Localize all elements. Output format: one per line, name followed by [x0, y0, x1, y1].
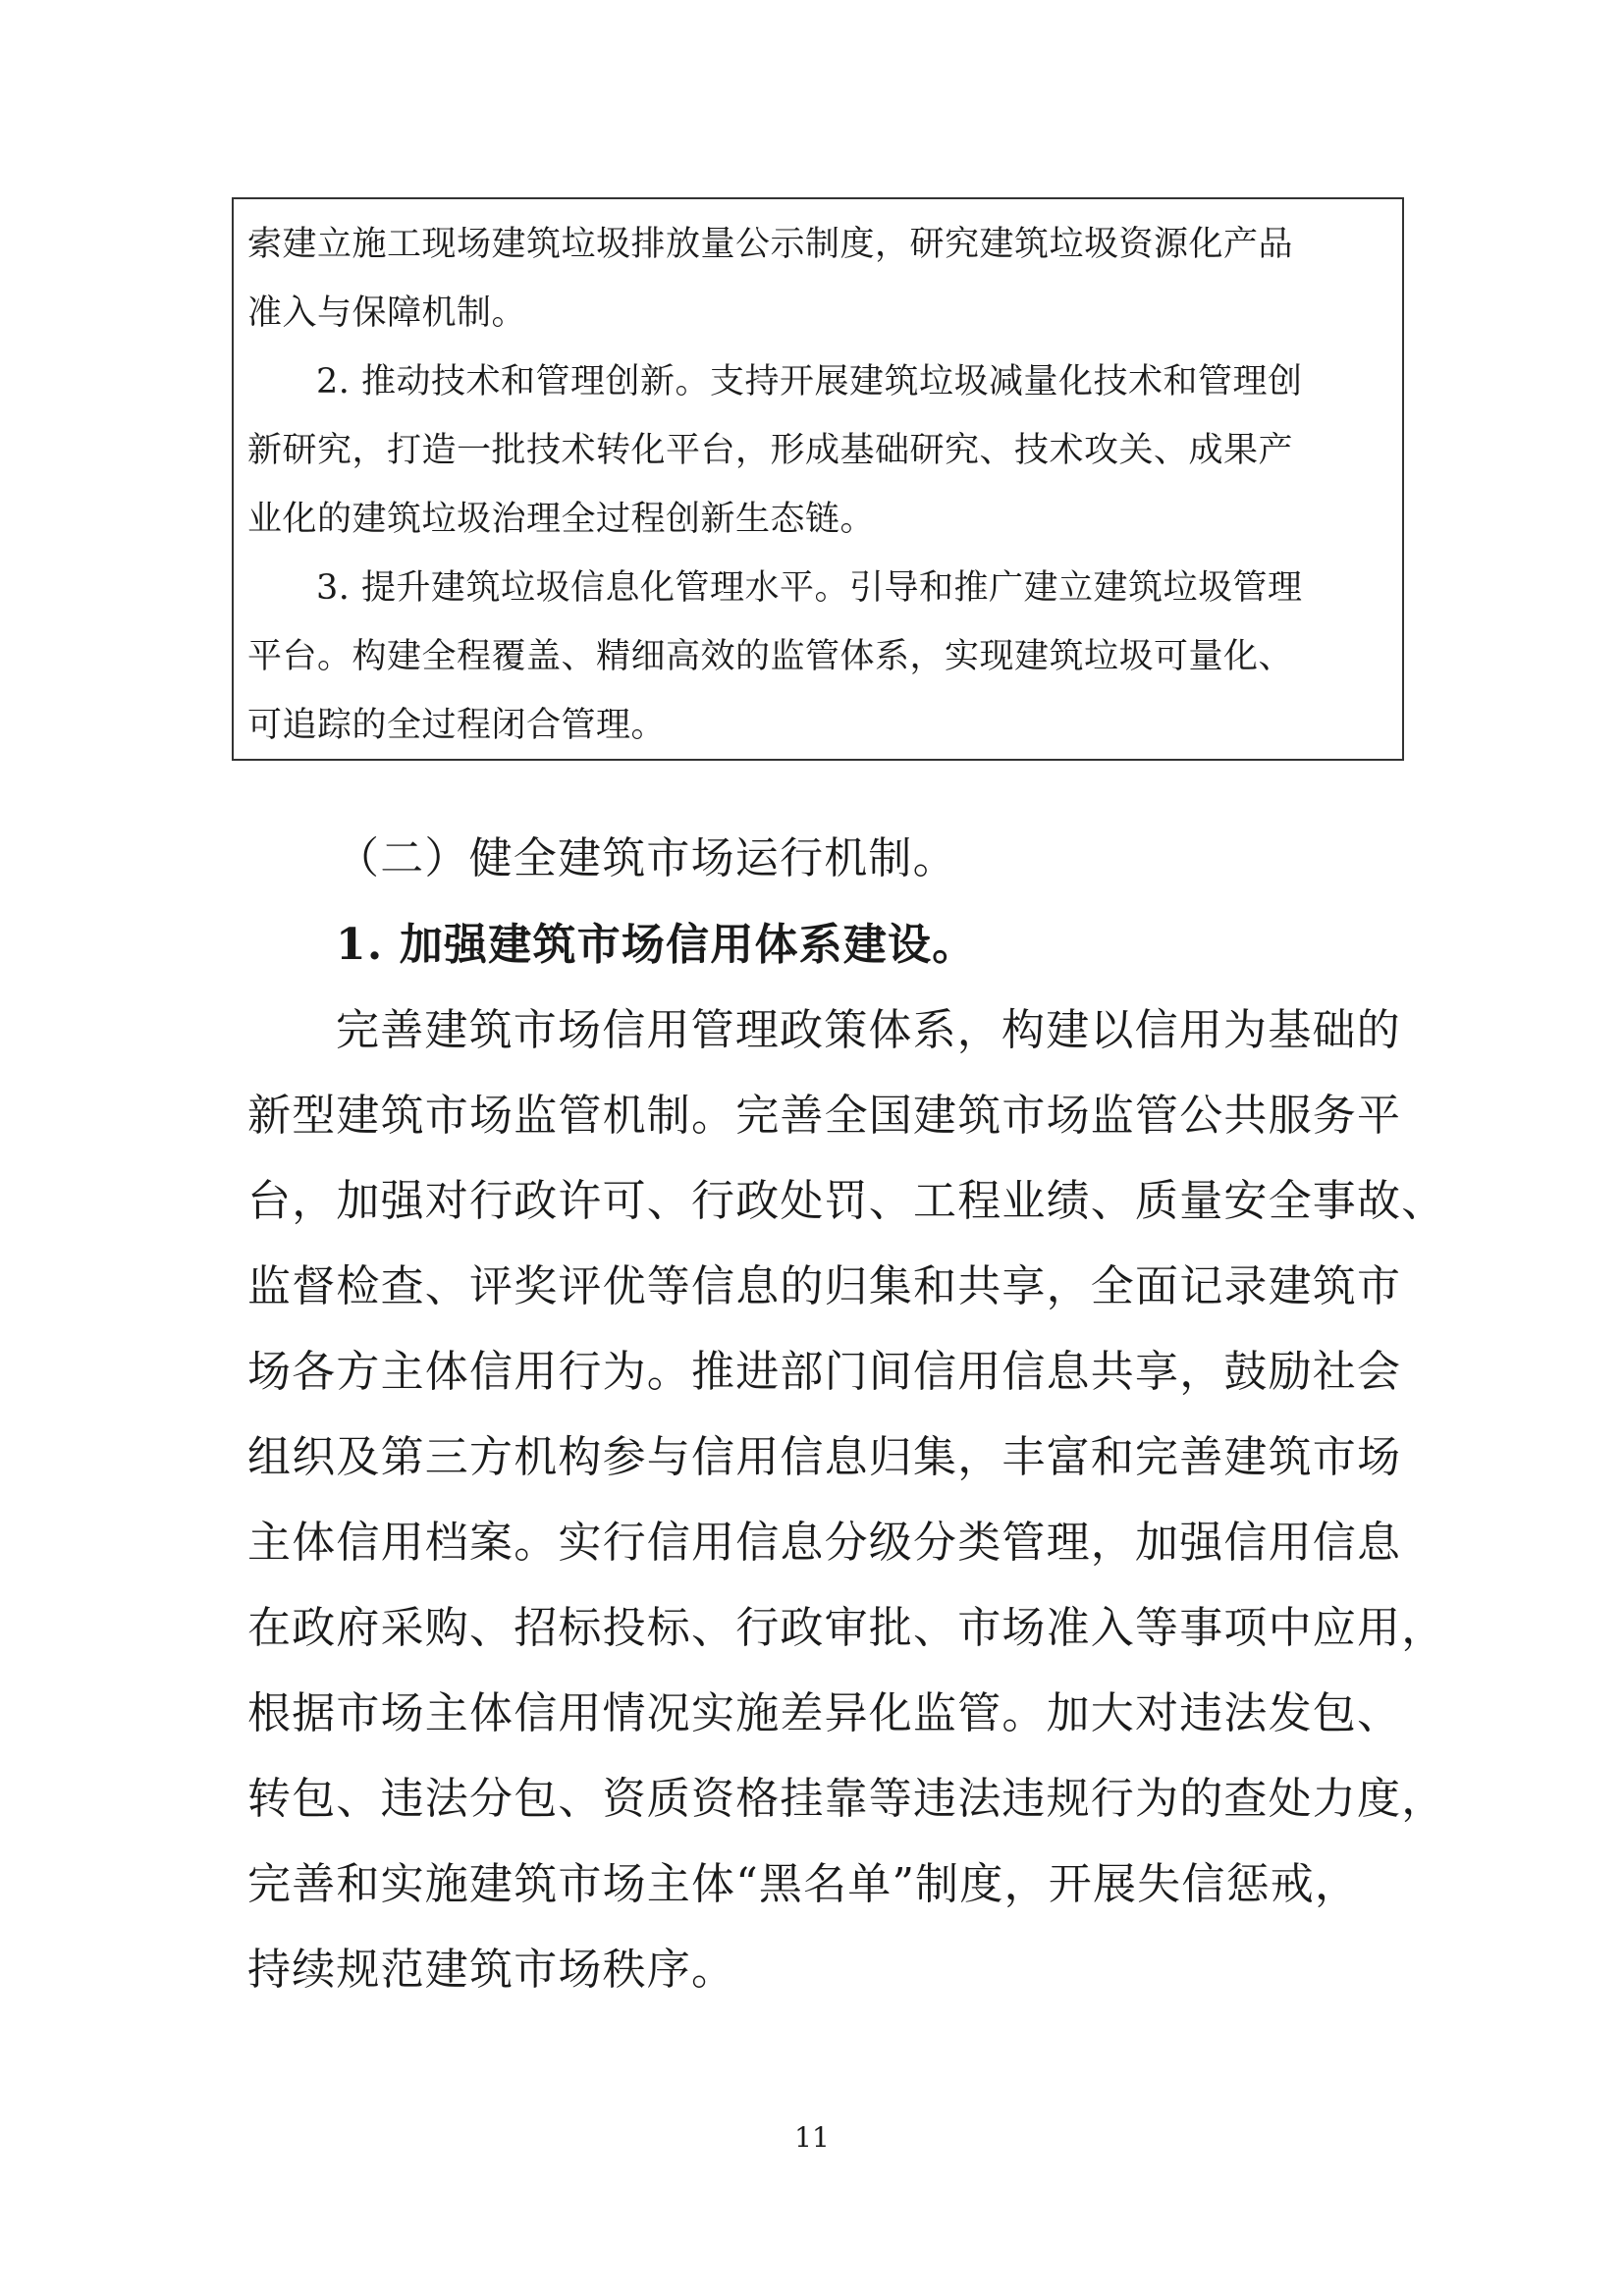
box-line: 平台。构建全程覆盖、精细高效的监管体系，实现建筑垃圾可量化、 — [247, 637, 1294, 676]
page-number: 11 — [794, 2121, 830, 2154]
box-line: 新研究，打造一批技术转化平台，形成基础研究、技术攻关、成果产 — [247, 431, 1294, 470]
paragraph-line: 场各方主体信用行为。推进部门间信用信息共享，鼓励社会 — [247, 1347, 1402, 1397]
box-line: 3. 提升建筑垃圾信息化管理水平。引导和推广建立建筑垃圾管理 — [316, 568, 1303, 608]
paragraph-line: 监督检查、评奖评优等信息的归集和共享，全面记录建筑市 — [247, 1261, 1402, 1311]
paragraph-line: 完善和实施建筑市场主体“黑名单”制度，开展失信惩戒， — [247, 1859, 1360, 1909]
paragraph-line: 转包、违法分包、资质资格挂靠等违法违规行为的查处力度， — [247, 1774, 1446, 1824]
sub-heading: 1. 加强建筑市场信用体系建设。 — [336, 920, 977, 970]
paragraph-line: 根据市场主体信用情况实施差异化监管。加大对违法发包、 — [247, 1688, 1402, 1738]
box-line: 业化的建筑垃圾治理全过程创新生态链。 — [247, 500, 876, 539]
paragraph-line: 台，加强对行政许可、行政处罚、工程业绩、质量安全事故、 — [247, 1176, 1446, 1226]
paragraph-line: 组织及第三方机构参与信用信息归集，丰富和完善建筑市场 — [247, 1432, 1402, 1482]
paragraph-line: 在政府采购、招标投标、行政审批、市场准入等事项中应用， — [247, 1603, 1446, 1653]
box-line: 准入与保障机制。 — [247, 294, 527, 333]
box-line: 索建立施工现场建筑垃圾排放量公示制度，研究建筑垃圾资源化产品 — [247, 225, 1294, 264]
boxed-excerpt — [232, 197, 1404, 761]
paragraph-line: 完善建筑市场信用管理政策体系，构建以信用为基础的 — [336, 1005, 1401, 1055]
paragraph-line: 持续规范建筑市场秩序。 — [247, 1945, 736, 1995]
paragraph-line: 主体信用档案。实行信用信息分级分类管理，加强信用信息 — [247, 1518, 1402, 1568]
box-line: 2. 推动技术和管理创新。支持开展建筑垃圾减量化技术和管理创 — [316, 362, 1303, 401]
paragraph-line: 新型建筑市场监管机制。完善全国建筑市场监管公共服务平 — [247, 1091, 1402, 1141]
section-heading: （二）健全建筑市场运行机制。 — [336, 833, 957, 883]
box-line: 可追踪的全过程闭合管理。 — [247, 706, 667, 745]
